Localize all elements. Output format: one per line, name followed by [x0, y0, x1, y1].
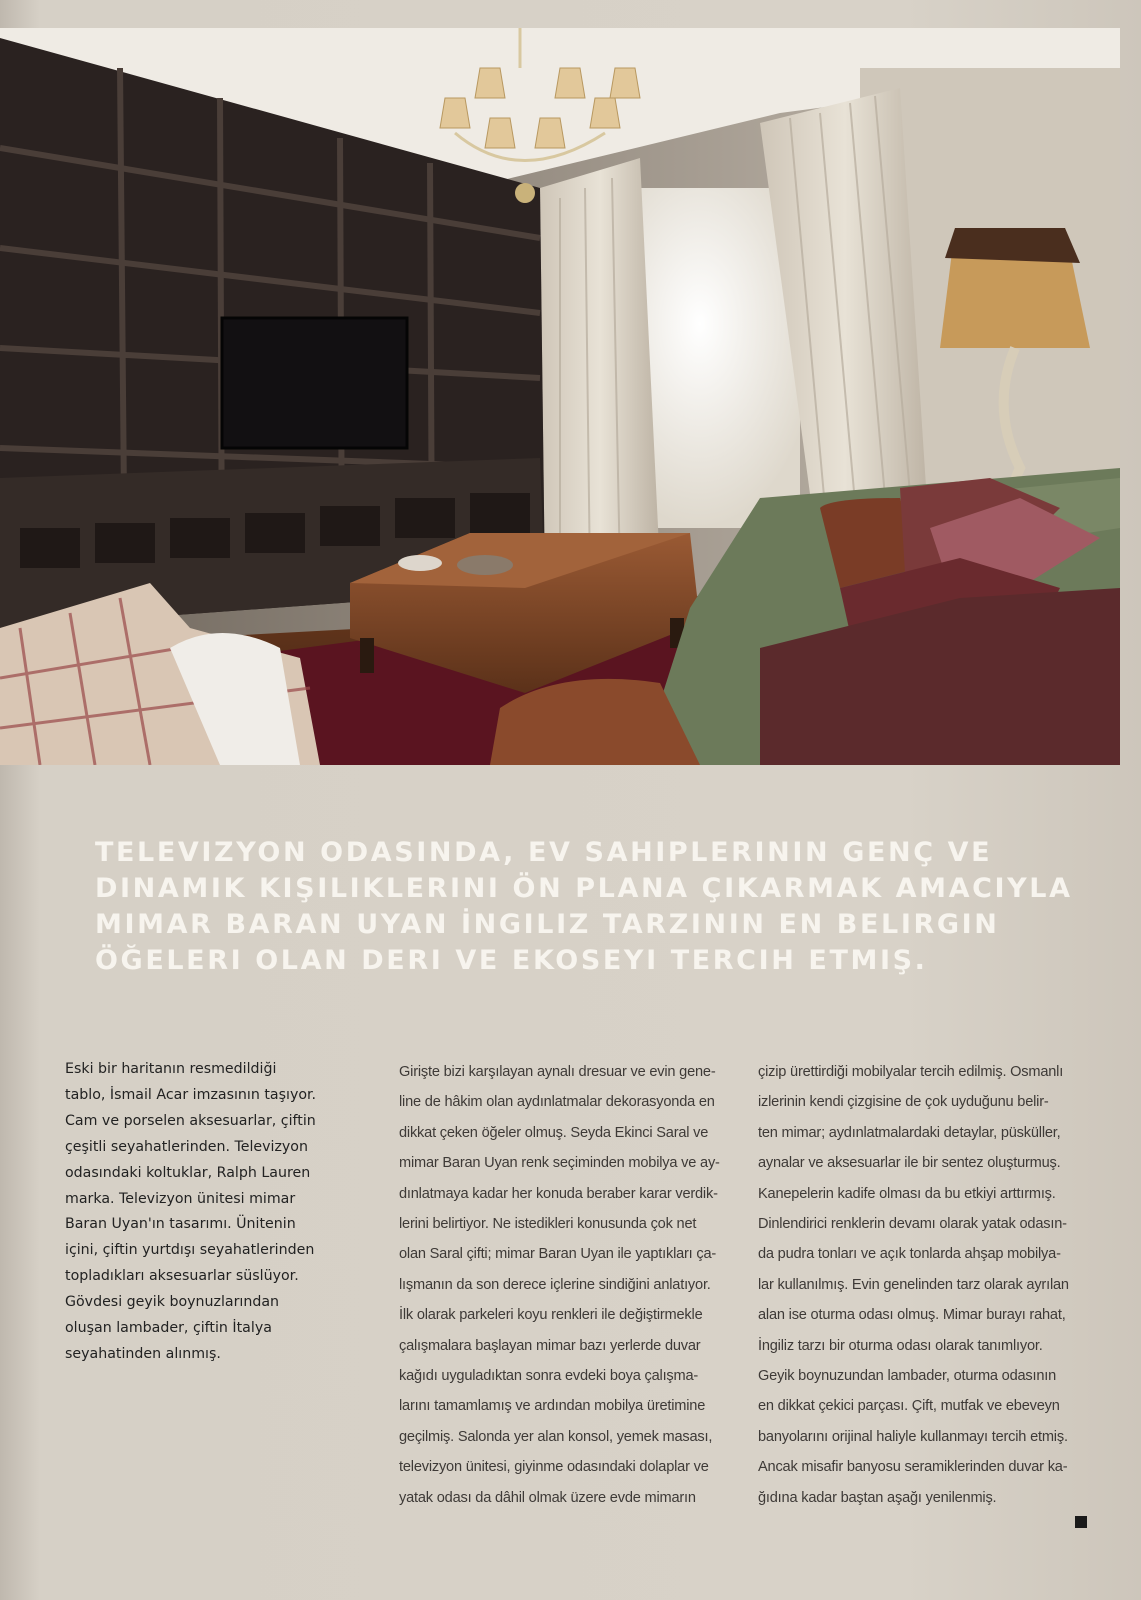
- headline-line: TELEVIZYON ODASINDA, EV SAHIPLERININ GENÇ VE: [95, 837, 993, 868]
- caption-line: marka. Televizyon ünitesi mimar: [65, 1190, 296, 1207]
- living-room-photo: [0, 28, 1120, 765]
- caption-line: Cam ve porselen aksesuarlar, çiftin: [65, 1112, 316, 1129]
- body-line: Geyik boynuzundan lambader, oturma odasının: [758, 1368, 1057, 1385]
- caption-line: tablo, İsmail Acar imzasının taşıyor.: [65, 1086, 317, 1103]
- body-line: yatak odası da dâhil olmak üzere evde mimarın: [399, 1489, 696, 1506]
- body-line: banyolarını orijinal haliyle kullanmayı tercih etmiş.: [758, 1428, 1068, 1445]
- article-end-mark: [1075, 1516, 1087, 1528]
- body-line: olan Saral çifti; mimar Baran Uyan ile yaptıkları ça-: [399, 1246, 717, 1263]
- body-line: dikkat çeken öğeler olmuş. Seyda Ekinci Saral ve: [399, 1124, 709, 1141]
- caption-line: odasındaki koltuklar, Ralph Lauren: [65, 1164, 311, 1181]
- caption-line: Baran Uyan'ın tasarımı. Ünitenin: [65, 1216, 296, 1233]
- body-line: line de hâkim olan aydınlatmalar dekorasyonda en: [399, 1094, 715, 1111]
- body-line: izlerinin kendi çizgisine de çok uyduğunu belir-: [758, 1094, 1049, 1111]
- body-line: Ancak misafir banyosu seramiklerinden duvar ka-: [758, 1459, 1068, 1476]
- body-line: da pudra tonları ve açık tonlarda ahşap mobilya-: [758, 1246, 1061, 1263]
- caption-line: içini, çiftin yurtdışı seyahatlerinden: [65, 1242, 315, 1259]
- body-line: ten mimar; aydınlatmalardaki detaylar, püsküller,: [758, 1124, 1061, 1141]
- body-line: İlk olarak parkeleri koyu renkleri ile değiştirmekle: [399, 1307, 703, 1324]
- body-line: ğıdına kadar baştan aşağı yenilenmiş.: [758, 1489, 997, 1506]
- caption-line: topladıkları aksesuarlar süslüyor.: [65, 1268, 299, 1285]
- caption-line: çeşitli seyahatlerinden. Televizyon: [65, 1138, 308, 1155]
- headline-line: ÖĞELERI OLAN DERI VE EKOSEYI TERCIH ETMIŞ.: [95, 945, 928, 976]
- body-line: mimar Baran Uyan renk seçiminden mobilya ve ay-: [399, 1155, 720, 1172]
- body-line: lar kullanılmış. Evin genelinden tarz olarak ayrılan: [758, 1276, 1069, 1293]
- body-line: lerini belirtiyor. Ne istedikleri konusunda çok net: [399, 1216, 697, 1233]
- caption-line: seyahatinden alınmış.: [65, 1345, 221, 1362]
- headline-line: DINAMIK KIŞILIKLERINI ÖN PLANA ÇIKARMAK AMACIYLA: [95, 873, 1073, 904]
- body-column-1: [399, 1057, 729, 1513]
- body-line: çalışmalara başlayan mimar bazı yerlerde duvar: [399, 1337, 701, 1354]
- body-line: en dikkat çekici parçası. Çift, mutfak ve ebeveyn: [758, 1398, 1060, 1415]
- caption-line: Gövdesi geyik boynuzlarından: [65, 1294, 280, 1311]
- body-line: Girişte bizi karşılayan aynalı dresuar ve evin gene-: [399, 1064, 716, 1080]
- body-line: larını tamamlamış ve ardından mobilya üretimine: [399, 1398, 706, 1415]
- body-line: dınlatmaya kadar her konuda beraber karar verdik-: [399, 1185, 718, 1202]
- body-line: Dinlendirici renklerin devamı olarak yatak odasın-: [758, 1216, 1067, 1233]
- body-line: alan ise oturma odası olmuş. Mimar burayı rahat,: [758, 1307, 1066, 1324]
- body-line: televizyon ünitesi, giyinme odasındaki dolaplar ve: [399, 1459, 709, 1476]
- body-line: İngiliz tarzı bir oturma odası olarak tanımlıyor.: [758, 1337, 1043, 1354]
- headline: [95, 835, 1073, 979]
- body-line: geçilmiş. Salonda yer alan konsol, yemek masası,: [399, 1428, 713, 1445]
- caption-line: Eski bir haritanın resmedildiği: [65, 1061, 277, 1077]
- living-room-illustration: [0, 28, 1120, 765]
- body-column-2: [758, 1057, 1098, 1513]
- caption-line: oluşan lambader, çiftin İtalya: [65, 1320, 272, 1337]
- photo-caption: [65, 1057, 330, 1368]
- body-line: kağıdı uyguladıktan sonra evdeki boya çalışma-: [399, 1368, 699, 1385]
- body-line: aynalar ve aksesuarlar ile bir sentez oluşturmuş.: [758, 1155, 1061, 1172]
- body-line: çizip ürettirdiği mobilyalar tercih edilmiş. Osmanlı: [758, 1064, 1064, 1080]
- headline-line: MIMAR BARAN UYAN İNGILIZ TARZININ EN BELIRGIN: [95, 909, 1000, 940]
- body-line: lışmanın da son derece içlerine sindiğini anlatıyor.: [399, 1276, 711, 1293]
- body-line: Kanepelerin kadife olması da bu etkiyi arttırmış.: [758, 1185, 1056, 1202]
